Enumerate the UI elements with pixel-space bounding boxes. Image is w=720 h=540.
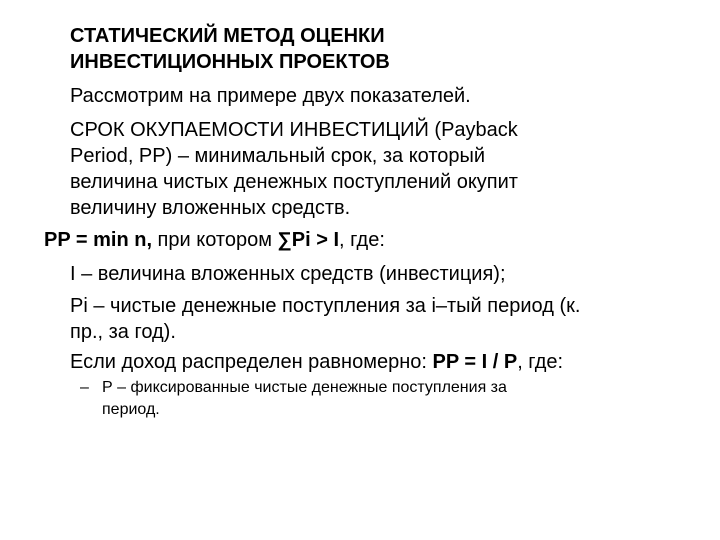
definition-line-4: величину вложенных средств.	[70, 197, 351, 219]
sub-bullet-line-1: Р – фиксированные чистые денежные поступления за	[102, 379, 507, 396]
uniform-income-formula: PP = I / P	[432, 351, 518, 373]
title-line-1: СТАТИЧЕСКИЙ МЕТОД ОЦЕНКИ	[70, 25, 385, 47]
uniform-income-line	[70, 350, 563, 374]
pp-formula	[44, 228, 385, 252]
uniform-income-tail: , где:	[517, 351, 564, 373]
pp-formula-lhs: PP = min n,	[44, 229, 152, 251]
pp-formula-tail: , где:	[339, 229, 385, 251]
pi-definition-line-2: пр., за год).	[70, 321, 176, 343]
definition-line-3: величина чистых денежных поступлений окупит	[70, 171, 518, 193]
intro-text: Рассмотрим на примере двух показателей.	[70, 85, 471, 107]
uniform-income-text: Если доход распределен равномерно:	[70, 351, 433, 373]
pp-formula-mid: при котором	[152, 229, 278, 251]
title-line-2: ИНВЕСТИЦИОННЫХ ПРОЕКТОВ	[70, 51, 390, 73]
definition-line-2: Period, PP) – минимальный срок, за который	[70, 145, 486, 167]
definition-line-1: СРОК ОКУПАЕМОСТИ ИНВЕСТИЦИЙ (Payback	[70, 119, 518, 141]
sub-bullet-line-2: период.	[102, 401, 160, 418]
investment-definition: I – величина вложенных средств (инвестиция);	[70, 263, 506, 285]
pi-definition-line-1: Pi – чистые денежные поступления за i–тый период (к.	[70, 295, 581, 317]
pp-formula-condition: ∑Pi > I	[277, 229, 340, 251]
sub-bullet-dash: –	[80, 379, 89, 396]
